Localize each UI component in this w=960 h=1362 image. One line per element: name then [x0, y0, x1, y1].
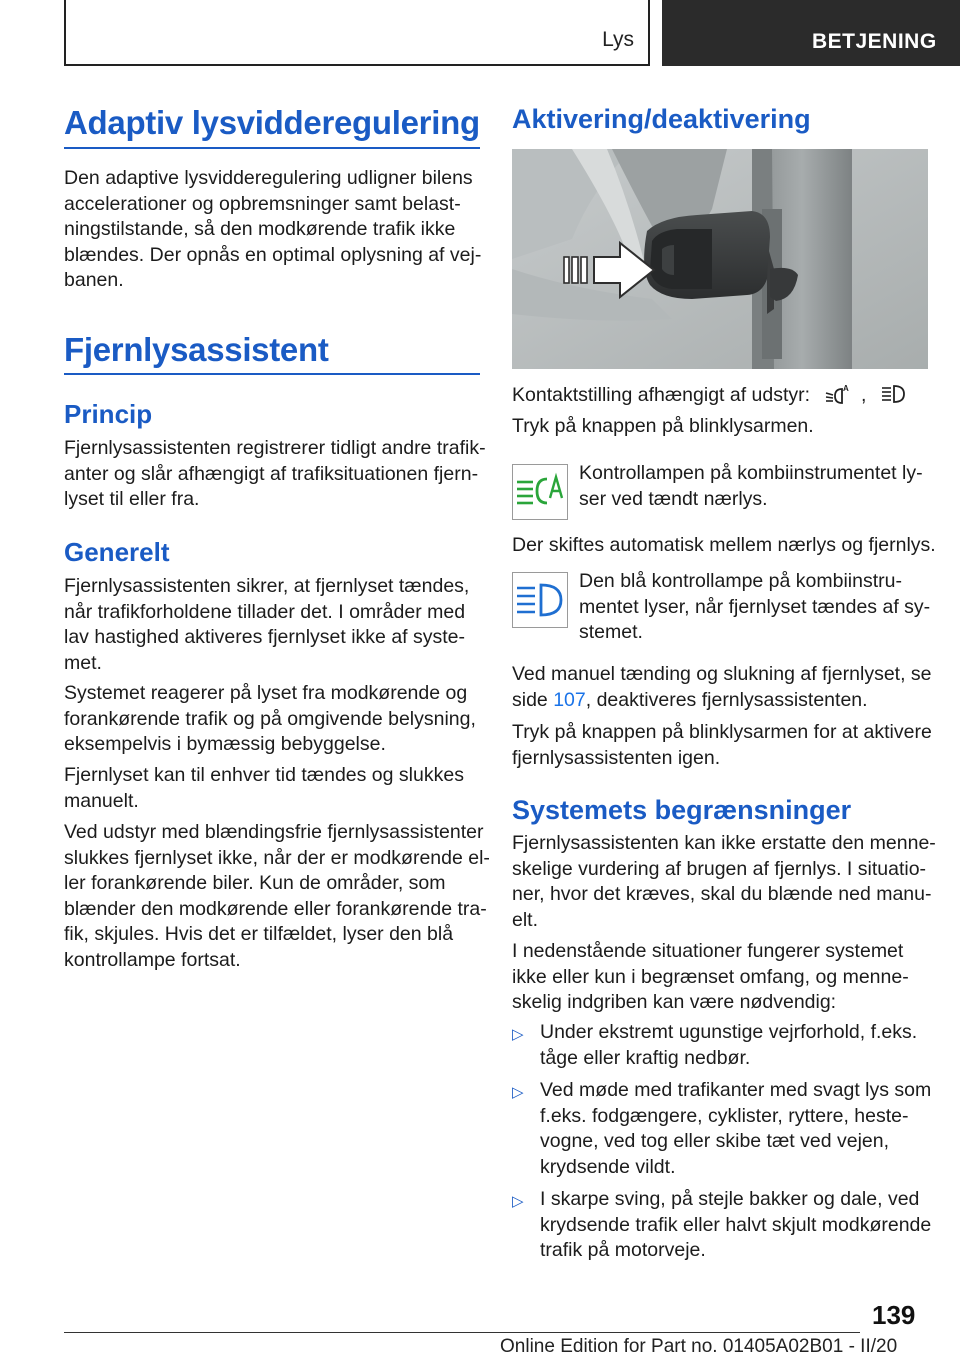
contact-position-line: Kontaktstilling afhængigt af udstyr: A ,: [512, 383, 906, 413]
generelt-paragraph-1: Fjernlysassistenten sikrer, at fjernlyset tændes, når trafikforholdene tillader det. I områder med lav hastighed aktiveres fjernlyset ikke af syste- met.: [64, 575, 470, 674]
blue-indicator-text: Den blå kontrollampe på kombiinstru- mentet lyser, når fjernlyset tændes af sy- stemet.: [579, 570, 931, 643]
list-item: I skarpe sving, på stejle bakker og dale, ved krydsende trafik eller halvt skjult modkørende trafik på motorveje.: [540, 1188, 932, 1261]
turn-signal-stalk-photo: [512, 149, 928, 369]
reactivate-paragraph: Tryk på knappen på blinklysarmen for at aktivere fjernlysassistenten igen.: [512, 721, 932, 769]
adaptive-paragraph: Den adaptive lysvidderegulering udligner bilens accelerationer og opbremsninger samt belast- ningstilstande, så den modkørende trafik ikke blændes. Der opnås en optimal oplysning af vej- banen.: [64, 167, 482, 291]
heading-rule: [64, 147, 480, 149]
page-link-107[interactable]: 107: [553, 688, 586, 711]
chapter-title: BETJENING: [812, 30, 937, 53]
manual-paragraph: Ved manuel tænding og slukning af fjernlyset, se side 107, deaktiveres fjernlysassistenten.: [512, 663, 932, 711]
green-headlight-assist-indicator: [512, 464, 568, 520]
generelt-paragraph-4: Ved udstyr med blændingsfrie fjernlysassistenter slukkes fjernlyset ikke, når der er modkørende el- ler forankørende biler. Kun de områder, som blænder den modkørende eller forankørende tra- fik, skjules. Hvis det er tilfældet, lyser den blå kontrollampe fortsat.: [64, 821, 490, 971]
heading-rule: [64, 373, 480, 375]
page-number: 139: [872, 1300, 916, 1330]
heading-adaptive-levelling: Adaptiv lysvidderegulering: [64, 104, 480, 141]
limits-paragraph-1: Fjernlysassistenten kan ikke erstatte den menne- skelige vurdering af brugen af fjernlys. I situatio- ner, hvor det kræves, skal du blænde ned manu- elt.: [512, 832, 936, 931]
generelt-paragraph-3: Fjernlyset kan til enhver tid tændes og slukkes manuelt.: [64, 764, 464, 812]
heading-generelt: Generelt: [64, 537, 170, 567]
heading-high-beam-assistant: Fjernlysassistent: [64, 331, 329, 368]
header-frame: [64, 0, 650, 66]
svg-text:A: A: [842, 384, 849, 393]
heading-activation: Aktivering/deaktivering: [512, 104, 811, 134]
generelt-paragraph-2: Systemet reagerer på lyset fra modkørende og forankørende trafik og på omgivende belysning, eksempelvis i bymæssig bebyggelse.: [64, 682, 476, 755]
heading-princip: Princip: [64, 399, 153, 429]
footer-rule: [64, 1332, 860, 1333]
triangle-bullet-icon: ▷: [512, 1084, 524, 1101]
edition-text: Online Edition for Part no. 01405A02B01 - II/20: [500, 1336, 898, 1357]
list-item: Ved møde med trafikanter med svagt lys som f.eks. fodgængere, cyklister, ryttere, heste- vogne, ved tog eller skibe tæt ved vejen, krydsende vildt.: [540, 1079, 932, 1178]
switch-line: Der skiftes automatisk mellem nærlys og fjernlys.: [512, 534, 936, 556]
blue-high-beam-indicator: [512, 572, 568, 628]
low-beam-auto-icon: [824, 383, 850, 413]
triangle-bullet-icon: ▷: [512, 1193, 524, 1210]
high-beam-icon: [880, 383, 906, 413]
triangle-bullet-icon: ▷: [512, 1026, 524, 1043]
princip-paragraph: Fjernlysassistenten registrerer tidligt andre trafik- anter og slår afhængigt af trafiksituationen fjern- lyset til eller fra.: [64, 437, 486, 510]
list-item: Under ekstremt ugunstige vejrforhold, f.eks. tåge eller kraftig nedbør.: [540, 1021, 918, 1069]
press-button-line: Tryk på knappen på blinklysarmen.: [512, 415, 814, 437]
green-indicator-text: Kontrollampen på kombiinstrumentet ly- ser ved tændt nærlys.: [579, 462, 923, 510]
chapter-tab: [662, 0, 960, 66]
section-title: Lys: [602, 28, 634, 51]
limits-paragraph-2: I nedenstående situationer fungerer systemet ikke eller kun i begrænset omfang, og menne- skelig indgriben kan være nødvendig:: [512, 940, 909, 1013]
heading-system-limits: Systemets begrænsninger: [512, 795, 852, 825]
